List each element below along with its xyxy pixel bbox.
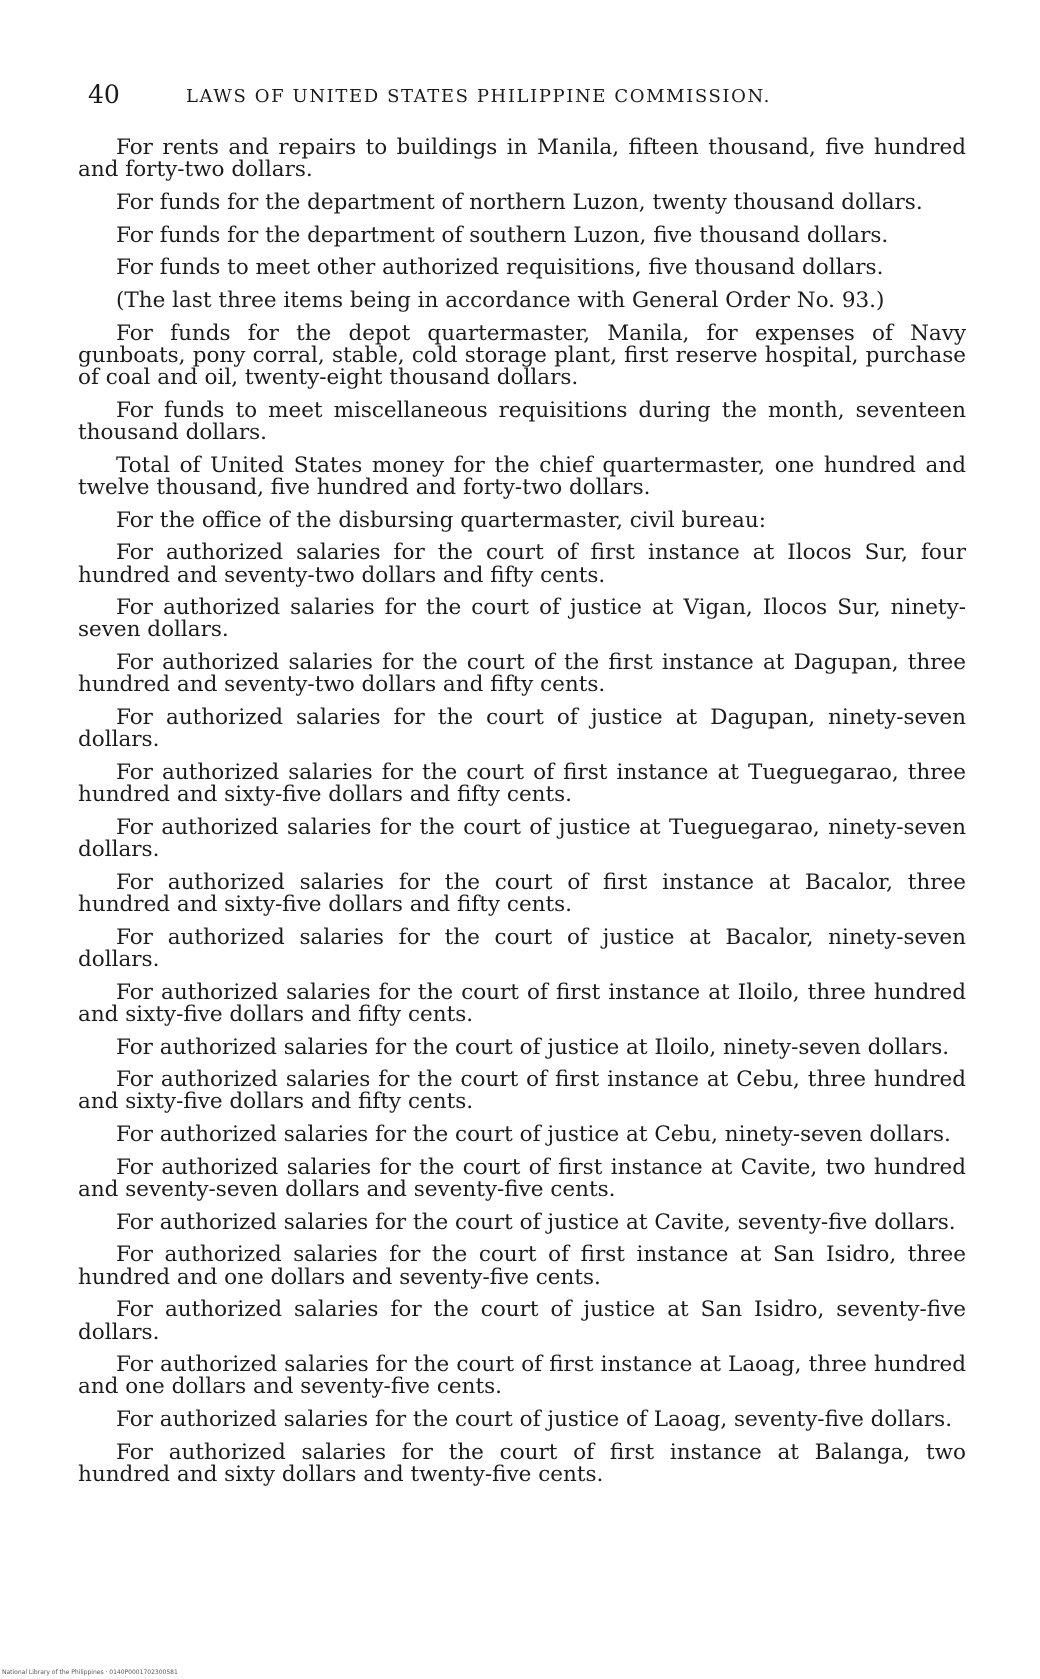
running-title: LAWS OF UNITED STATES PHILIPPINE COMMISSION. (186, 86, 771, 107)
paragraph: For authorized salaries for the court of justice at San Isidro, seventy-five dollars. (78, 1297, 966, 1345)
paragraph: For authorized salaries for the court of justice at Bacalor, ninety-seven dollars. (78, 924, 966, 972)
paragraph: For funds for the department of southern Luzon, five thousand dollars. (116, 222, 889, 248)
paragraph: For funds for the department of northern Luzon, twenty thousand dollars. (116, 189, 923, 215)
paragraph: For authorized salaries for the court of justice at Cavite, seventy-five dollars. (116, 1209, 956, 1235)
paragraph: For funds to meet miscellaneous requisitions during the month, seventeen thousand dollars. (78, 397, 966, 446)
paragraph: For authorized salaries for the court of first instance at San Isidro, three hundred and one dollars and seventy-five cents. (78, 1242, 966, 1290)
paragraph: For authorized salaries for the court of justice of Laoag, seventy-five dollars. (116, 1407, 953, 1433)
paragraph: For authorized salaries for the court of first instance at Cebu, three hundred and sixty-five dollars and fifty cents. (78, 1067, 966, 1115)
page-number: 40 (88, 80, 120, 109)
paragraph: For authorized salaries for the court of justice at Iloilo, ninety-seven dollars. (116, 1034, 950, 1060)
paragraph: For authorized salaries for the court of justice at Cebu, ninety-seven dollars. (116, 1122, 951, 1148)
paragraph: For funds to meet other authorized requisitions, five thousand dollars. (116, 255, 884, 281)
paragraph: For authorized salaries for the court of justice at Tueguegarao, ninety-seven dollars. (78, 814, 966, 863)
paragraph: For authorized salaries for the court of first instance at Tueguegarao, three hundred and sixty-five dollars and fifty cents. (78, 759, 966, 808)
paragraph: For authorized salaries for the court of first instance at Iloilo, three hundred and sixty-five dollars and fifty cents. (78, 979, 966, 1027)
paragraph: For authorized salaries for the court of first instance at Cavite, two hundred and seventy-seven dollars and seventy-five cents. (78, 1154, 966, 1203)
paragraph: For authorized salaries for the court of first instance at Balanga, two hundred and sixty dollars and twenty-five cents. (78, 1439, 966, 1488)
paragraph: For authorized salaries for the court of first instance at Ilocos Sur, four hundred and seventy-two dollars and fifty cents. (78, 540, 966, 588)
paragraph: Total of United States money for the chief quartermaster, one hundred and twelve thousand, five hundred and forty-two dollars. (78, 452, 966, 500)
scan-credit: National Library of the Philippines · 0140P0001702300581 (2, 1669, 178, 1676)
paragraph: (The last three items being in accordance with General Order No. 93.) (116, 288, 885, 314)
paragraph: For authorized salaries for the court of justice at Dagupan, ninety-seven dollars. (78, 705, 966, 753)
paragraph: For rents and repairs to buildings in Manila, fifteen thousand, five hundred and forty-two dollars. (78, 135, 966, 183)
paragraph: For authorized salaries for the court of first instance at Bacalor, three hundred and sixty-five dollars and fifty cents. (78, 869, 966, 917)
paragraph: For the office of the disbursing quartermaster, civil bureau: (116, 507, 766, 533)
page-header (88, 82, 928, 112)
paragraph: For authorized salaries for the court of the first instance at Dagupan, three hundred and seventy-two dollars and fifty cents. (78, 650, 966, 698)
paragraph: For authorized salaries for the court of first instance at Laoag, three hundred and one dollars and seventy-five cents. (78, 1352, 966, 1400)
paragraph: For funds for the depot quartermaster, Manila, for expenses of Navy gunboats, pony corral, stable, cold storage plant, first reserve hospital, purchase of coal and oil, twenty-eight thousand dollars. (78, 320, 966, 391)
paragraph: For authorized salaries for the court of justice at Vigan, Ilocos Sur, ninety-seven dollars. (78, 595, 966, 643)
body-text (78, 137, 966, 1497)
